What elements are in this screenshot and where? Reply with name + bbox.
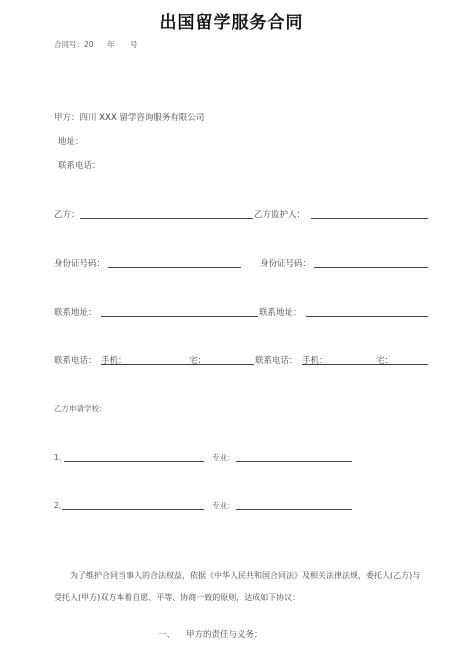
- party-b-phone-blank: [101, 364, 254, 365]
- party-a-address: 地址：: [58, 137, 84, 147]
- party-b-phone-label: 联系电话：: [54, 356, 97, 366]
- party-b-address-blank: [101, 316, 258, 317]
- party-b-guardian-label: 乙方监护人：: [254, 210, 306, 220]
- school-item-2-num: 2、: [54, 501, 67, 510]
- party-b-address-label: 联系地址：: [54, 308, 97, 318]
- guardian-home-label: 宅：: [376, 356, 394, 366]
- guardian-phone-label: 联系电话：: [255, 356, 298, 366]
- party-a-name: 甲方：四川 XXX 留学咨询服务有限公司: [54, 113, 205, 123]
- party-b-home-label: 宅：: [189, 356, 207, 366]
- contract-no-label: 号: [130, 40, 138, 49]
- party-b-blank: [80, 218, 253, 219]
- school-item-2-blank: [62, 509, 204, 510]
- school-item-2-major-blank: [236, 509, 352, 510]
- section-1-heading: 甲方的责任与义务：: [186, 630, 263, 640]
- section-1-number: 一、: [158, 630, 176, 640]
- guardian-id-label: 身份证号码：: [260, 259, 312, 269]
- intro-paragraph-line-2: 受托人(甲方)双方本着自愿、平等、协商一致的原则，达成如下协议：: [54, 593, 301, 602]
- contract-number-label: 合同号：20: [54, 40, 94, 49]
- guardian-address-label: 联系地址：: [259, 308, 302, 318]
- party-a-phone: 联系电话：: [58, 161, 101, 171]
- school-item-2-major-label: 专业：: [212, 501, 235, 510]
- school-item-1-major-blank: [236, 461, 352, 462]
- guardian-mobile-label: 手机：: [302, 356, 328, 366]
- contract-year-label: 年: [107, 40, 115, 49]
- document-title: 出国留学服务合同: [159, 13, 304, 33]
- guardian-blank: [311, 218, 428, 219]
- party-b-label: 乙方：: [54, 210, 80, 220]
- school-item-1-major-label: 专业：: [212, 453, 235, 462]
- intro-paragraph-line-1: 为了维护合同当事人的合法权益，依据《中华人民共和国合同法》及相关法律法规，委托人(乙方)与: [70, 571, 421, 580]
- school-item-1-num: 1、: [54, 453, 67, 462]
- party-b-id-blank: [108, 267, 241, 268]
- party-b-id-label: 身份证号码：: [54, 259, 106, 269]
- party-b-mobile-label: 手机：: [101, 356, 127, 366]
- schools-label: 乙方申请学校：: [54, 404, 107, 413]
- guardian-id-blank: [314, 267, 428, 268]
- guardian-address-blank: [306, 316, 428, 317]
- guardian-phone-blank: [302, 364, 428, 365]
- school-item-1-blank: [64, 461, 204, 462]
